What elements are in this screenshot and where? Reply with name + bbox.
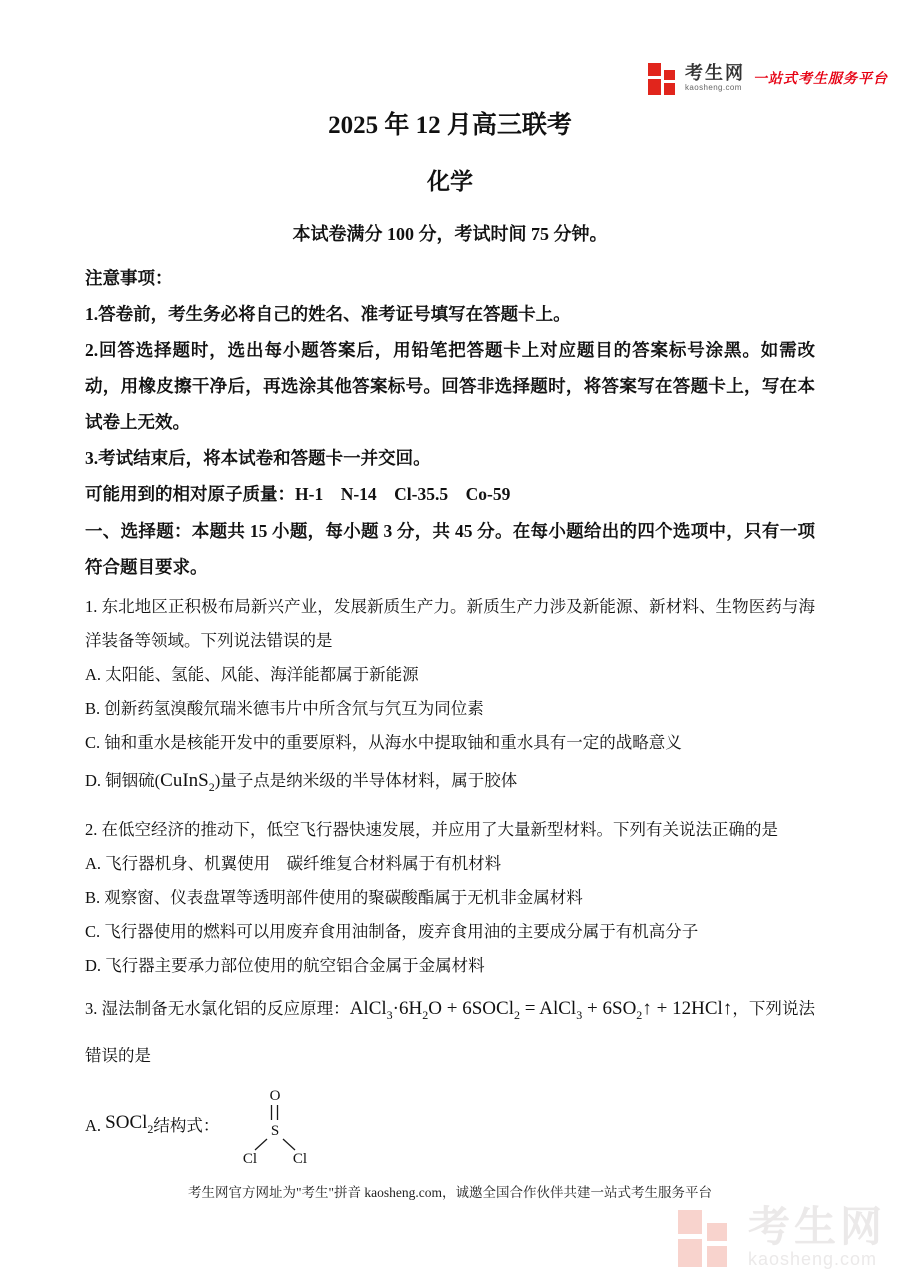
alcl3-equation: $AlCl_3\cdot 6H_2O$ + 6SOCl$_2$ = AlCl$_3$ + $6SO_2↑$ + 12HCl↑ xyxy=(349,997,733,1022)
kaosheng-logo xyxy=(648,60,888,96)
structure-atom-s: S xyxy=(271,1123,280,1140)
question-2-option-c: C. 飞行器使用的燃料可以用废弃食用油制备，废弃食用油的主要成分属于有机高分子 xyxy=(85,921,699,941)
logo-site-name: 考生网 xyxy=(685,63,745,83)
notice-item-3: 3.考试结束后，将本试卷和答题卡一并交回。 xyxy=(85,447,431,468)
logo-tagline: 一站式考生服务平台 xyxy=(753,70,888,86)
question-1-option-b: B. 创新药氢溴酸氘瑞米德韦片中所含氘与氕互为同位素 xyxy=(85,698,484,718)
socl2-structure-diagram xyxy=(239,1086,313,1166)
question-3 xyxy=(85,988,815,1170)
option-a-suffix: 结构式： xyxy=(153,1116,220,1136)
exam-subject: 化学 xyxy=(427,168,473,194)
question-2-option-a: A. 飞行器机身、机翼使用 碳纤维复合材料属于有机材料 xyxy=(85,853,502,873)
question-3-option-a xyxy=(85,1083,815,1169)
question-1-stem: 1. 东北地区正积极布局新兴产业，发展新质生产力。新质生产力涉及新能源、新材料、生物医药与海洋装备等领域。下列说法错误的是 xyxy=(85,596,815,650)
left-bond-line xyxy=(255,1139,267,1150)
structure-atom-cl-left: Cl xyxy=(243,1151,258,1167)
question-2-stem: 2. 在低空经济的推动下，低空飞行器快速发展，并应用了大量新型材料。下列有关说法正确的是 xyxy=(85,819,778,839)
question-2-option-b: B. 观察窗、仪表盘罩等透明部件使用的聚碳酸酯属于无机非金属材料 xyxy=(85,887,583,907)
atomic-mass-line: 可能用到的相对原子质量：H-1 N-14 Cl-35.5 Co-59 xyxy=(85,483,511,504)
notices-heading: 注意事项： xyxy=(85,267,173,288)
structure-atom-cl-right: Cl xyxy=(293,1151,308,1167)
watermark-brand-icon xyxy=(678,1205,736,1269)
logo-site-domain: kaosheng.com xyxy=(685,83,742,92)
option-d-suffix: )量子点是纳米级的半导体材料，属于胶体 xyxy=(214,770,518,790)
cuins2-formula: CuInS$_2$ xyxy=(160,769,215,794)
option-d-prefix: D. 铜铟硫( xyxy=(85,770,161,790)
question-1-option-d xyxy=(85,760,815,808)
question-3-stem-prefix: 3. 湿法制备无水氯化铝的反应原理： xyxy=(85,998,350,1018)
exam-title: 2025 年 12 月高三联考 xyxy=(328,112,572,139)
kaosheng-brand-icon xyxy=(648,60,680,96)
question-2-option-d: D. 飞行器主要承力部位使用的航空铝合金属于金属材料 xyxy=(85,955,485,975)
question-2 xyxy=(85,813,815,983)
watermark-site-name: 考生网 xyxy=(747,1203,886,1250)
kaosheng-watermark xyxy=(678,1205,886,1269)
exam-info-line: 本试卷满分 100 分，考试时间 75 分钟。 xyxy=(292,223,608,244)
structure-atom-o: O xyxy=(270,1088,281,1105)
right-bond-line xyxy=(283,1139,295,1150)
question-1 xyxy=(85,590,815,808)
notices-section xyxy=(85,260,815,512)
question-3-stem-suffix: ，下列说法错误的是 xyxy=(85,998,815,1066)
notice-item-1: 1.答卷前，考生务必将自己的姓名、准考证号填写在答题卡上。 xyxy=(85,303,571,324)
watermark-text-block xyxy=(747,1203,886,1269)
watermark-site-domain: kaosheng.com xyxy=(747,1249,878,1269)
notice-item-2: 2.回答选择题时，选出每小题答案后，用铅笔把答题卡上对应题目的答案标号涂黑。如需改动，用橡皮擦干净后，再选涂其他答案标号。回答非选择题时，将答案写在答题卡上，写在本试卷上无效。 xyxy=(85,339,815,432)
question-1-option-a: A. 太阳能、氢能、风能、海洋能都属于新能源 xyxy=(85,664,419,684)
section-one-heading: 一、选择题：本题共 15 小题，每小题 3 分，共 45 分。在每小题给出的四个选项中，只有一项符合题目要求。 xyxy=(85,520,815,577)
footer-note: 考生网官方网址为"考生"拼音 kaosheng.com，诚邀全国合作伙伴共建一站式考生服务平台 xyxy=(187,1185,712,1200)
socl2-formula: SOCl$_2$ xyxy=(105,1112,154,1137)
logo-text-block xyxy=(685,64,745,92)
question-3-stem xyxy=(85,988,815,1078)
option-a-label: A. xyxy=(85,1116,102,1136)
question-1-option-c: C. 铀和重水是核能开发中的重要原料，从海水中提取铀和重水具有一定的战略意义 xyxy=(85,732,682,752)
